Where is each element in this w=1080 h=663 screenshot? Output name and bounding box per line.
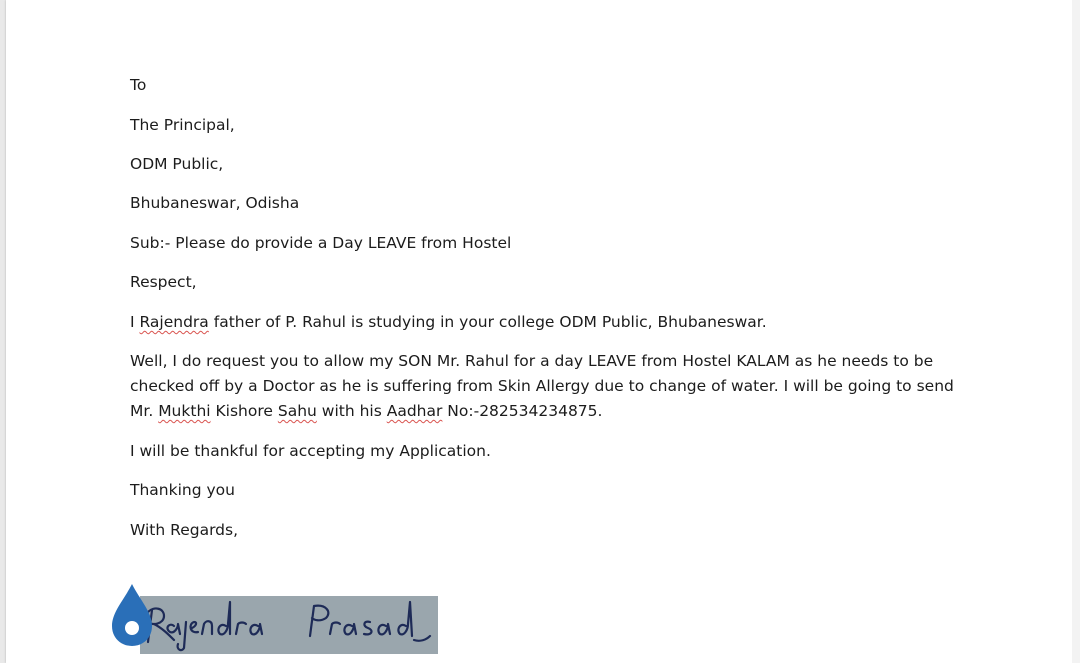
thanks-line: I will be thankful for accepting my Application. <box>130 442 491 460</box>
intro-text-start: I <box>130 313 140 331</box>
water-drop-icon <box>110 582 154 650</box>
signature-image[interactable] <box>110 582 440 658</box>
body-paragraph <box>130 349 970 424</box>
signature-drawing <box>140 596 438 654</box>
recipient-title: The Principal, <box>130 116 235 134</box>
misspelled-word[interactable]: Aadhar <box>386 402 443 420</box>
salutation: Respect, <box>130 273 197 291</box>
body-text-2: Kishore <box>210 402 278 420</box>
signature-scan <box>140 596 438 654</box>
closing-line: Thanking you <box>130 481 235 499</box>
recipient-city: Bhubaneswar, Odisha <box>130 194 300 212</box>
document-page <box>6 0 1072 663</box>
body-text-3: with his <box>316 402 387 420</box>
body-text-1: Well, I do request you to allow my SON Mr. Rahul for a day LEAVE from Hostel KALAM as he needs to be checked off by a Doctor as he is suffering from Skin Allergy due to change of water. I will be going to send Mr. <box>130 352 954 420</box>
intro-text-end: father of P. Rahul is studying in your college ODM Public, Bhubaneswar. <box>208 313 767 331</box>
regards-line: With Regards, <box>130 521 239 539</box>
misspelled-word[interactable]: Rajendra <box>139 313 209 331</box>
body-text-4: No:-282534234875. <box>442 402 603 420</box>
to-line: To <box>130 76 147 94</box>
misspelled-word[interactable]: Mukthi <box>158 402 211 420</box>
scrollbar-track[interactable] <box>1072 0 1080 663</box>
subject-line: Sub:- Please do provide a Day LEAVE from Hostel <box>130 234 512 252</box>
intro-paragraph <box>130 310 767 335</box>
recipient-org: ODM Public, <box>130 155 224 173</box>
misspelled-word[interactable]: Sahu <box>277 402 317 420</box>
